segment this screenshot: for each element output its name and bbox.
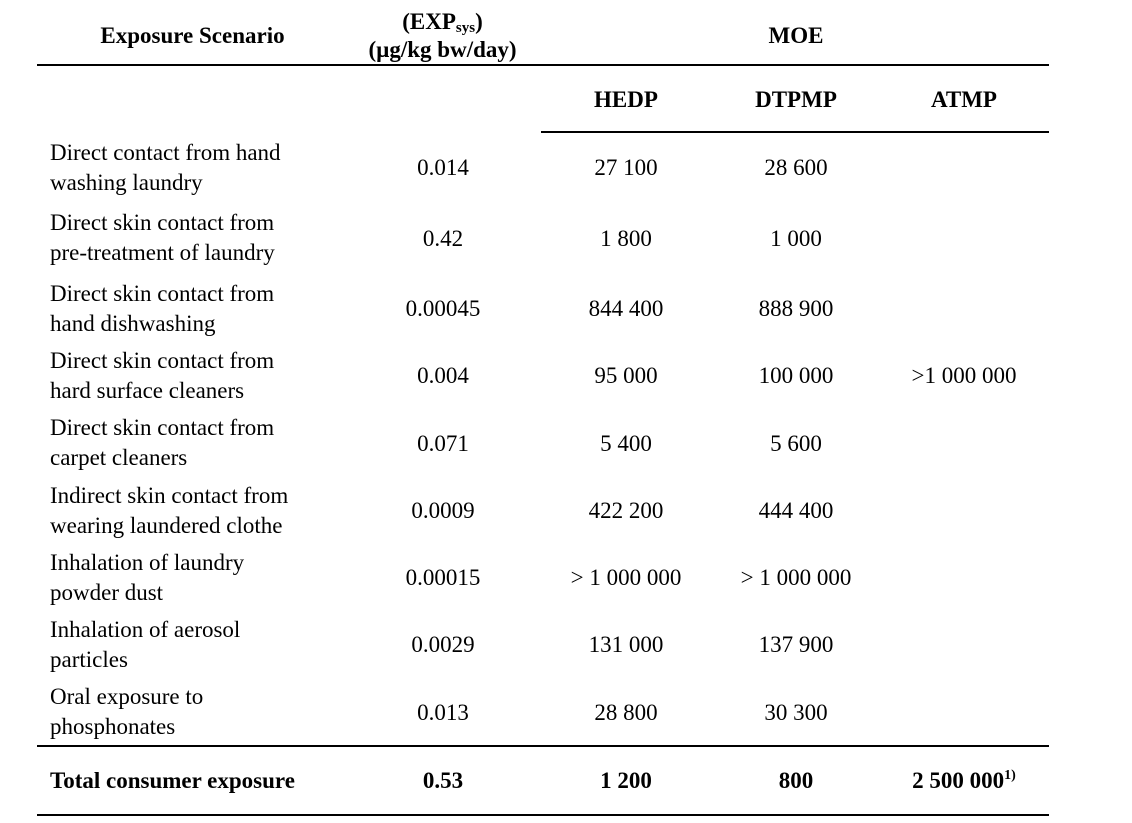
exp-value: 0.004 xyxy=(417,363,469,388)
exp-value: 0.0009 xyxy=(411,498,475,523)
dtpmp-value: 5 600 xyxy=(770,431,822,456)
table-row-scenario xyxy=(50,346,350,406)
table-row-scenario xyxy=(50,208,350,268)
scenario-line: carpet cleaners xyxy=(50,445,188,470)
hedp-value: 27 100 xyxy=(594,155,658,180)
dtpmp-value: 30 300 xyxy=(764,700,828,725)
table-row-scenario xyxy=(50,682,350,742)
header-hedp: HEDP xyxy=(594,87,658,112)
dtpmp-value: 444 400 xyxy=(758,498,834,523)
hedp-value: > 1 000 000 xyxy=(570,565,682,590)
header-exp-sub: sys xyxy=(455,20,476,36)
hedp-value: 28 800 xyxy=(594,700,658,725)
header-exp-sys xyxy=(340,8,545,35)
hedp-value: 422 200 xyxy=(588,498,664,523)
scenario-line: washing laundry xyxy=(50,170,203,195)
hedp-value: 131 000 xyxy=(588,632,664,657)
table-row-scenario xyxy=(50,615,350,675)
exp-value: 0.071 xyxy=(417,431,469,456)
dtpmp-value: 28 600 xyxy=(764,155,828,180)
dtpmp-value: 888 900 xyxy=(758,296,834,321)
exp-value: 0.00045 xyxy=(405,296,481,321)
exp-value: 0.014 xyxy=(417,155,469,180)
exp-value: 0.0029 xyxy=(411,632,475,657)
scenario-line: powder dust xyxy=(50,580,164,605)
hedp-value: 1 800 xyxy=(600,226,652,251)
scenario-line: Direct skin contact from xyxy=(50,281,275,306)
dtpmp-value: 137 900 xyxy=(758,632,834,657)
moe-subheader-rule xyxy=(541,131,1049,133)
scenario-line: Direct contact from hand xyxy=(50,140,281,165)
header-dtpmp: DTPMP xyxy=(755,87,837,112)
total-hedp-value: 1 200 xyxy=(600,768,652,793)
header-atmp: ATMP xyxy=(930,87,997,112)
total-label: Total consumer exposure xyxy=(50,768,295,793)
table-bottom-rule xyxy=(37,814,1049,816)
hedp-value: 95 000 xyxy=(594,363,658,388)
scenario-line: hand dishwashing xyxy=(50,311,216,336)
header-exp-main: (EXP xyxy=(402,9,456,34)
exp-value: 0.42 xyxy=(422,226,464,251)
table-row-scenario xyxy=(50,413,350,473)
total-exp-value: 0.53 xyxy=(422,768,464,793)
header-top-rule xyxy=(37,64,1049,66)
dtpmp-value: 1 000 xyxy=(770,226,822,251)
table-row-scenario xyxy=(50,548,350,608)
scenario-line: Indirect skin contact from xyxy=(50,483,289,508)
scenario-line: hard surface cleaners xyxy=(50,378,245,403)
exp-value: 0.00015 xyxy=(405,565,481,590)
total-top-rule xyxy=(37,745,1049,747)
footnote-marker: 1) xyxy=(1004,768,1016,783)
scenario-line: Direct skin contact from xyxy=(50,348,275,373)
table-row-scenario xyxy=(50,279,350,339)
total-atmp-number: 2 500 000 xyxy=(912,768,1005,793)
total-atmp-value xyxy=(880,766,1048,796)
dtpmp-value: 100 000 xyxy=(758,363,834,388)
header-exp-unit: (µg/kg bw/day) xyxy=(368,37,517,62)
exp-value: 0.013 xyxy=(417,700,469,725)
header-exp-close: ) xyxy=(475,9,483,34)
scenario-line: particles xyxy=(50,647,128,672)
scenario-line: wearing laundered clothe xyxy=(50,513,283,538)
scenario-line: Inhalation of laundry xyxy=(50,550,245,575)
hedp-value: 5 400 xyxy=(600,431,652,456)
scenario-line: Inhalation of aerosol xyxy=(50,617,241,642)
scenario-line: phosphonates xyxy=(50,714,176,739)
total-dtpmp-value: 800 xyxy=(778,768,814,793)
scenario-line: Direct skin contact from xyxy=(50,415,275,440)
header-exposure-scenario: Exposure Scenario xyxy=(100,23,285,48)
header-moe: MOE xyxy=(768,23,824,48)
table-row-scenario xyxy=(50,138,350,198)
scenario-line: Oral exposure to xyxy=(50,684,204,709)
scenario-line: pre-treatment of laundry xyxy=(50,240,275,265)
dtpmp-value: > 1 000 000 xyxy=(740,565,852,590)
table-row-scenario xyxy=(50,481,350,541)
scenario-line: Direct skin contact from xyxy=(50,210,275,235)
atmp-merged-value: >1 000 000 xyxy=(911,363,1017,388)
hedp-value: 844 400 xyxy=(588,296,664,321)
